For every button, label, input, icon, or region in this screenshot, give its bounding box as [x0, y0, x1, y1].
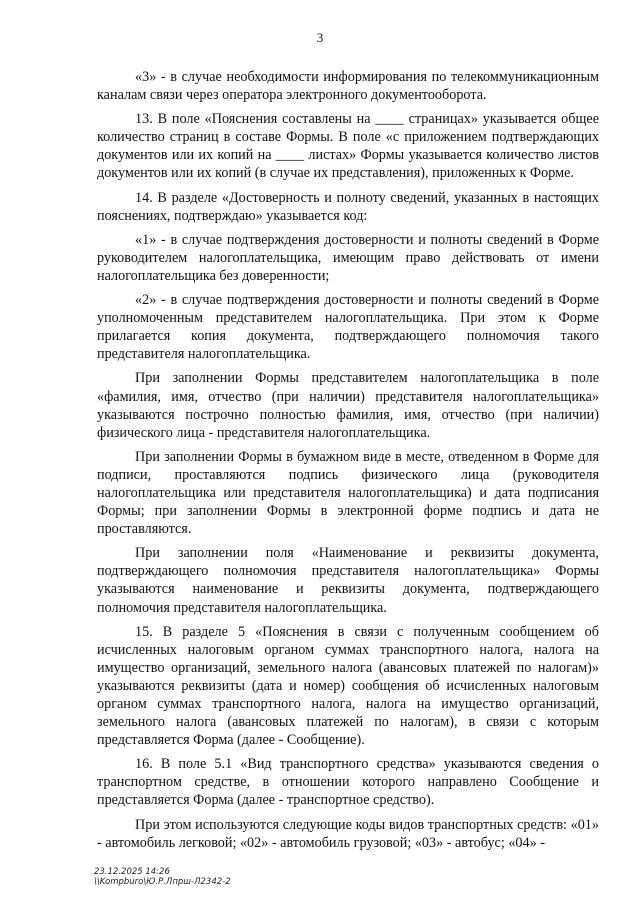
document-body: [97, 68, 599, 858]
footer-path: \\Kompburo\Ю.Р.Лпрш-Л2342-2: [94, 877, 231, 887]
page-number: 3: [316, 30, 324, 45]
paragraph-code-2: «2» - в случае подтверждения достоверности и полноты сведений в Форме уполномоченным представителем налогоплательщика. При этом к Форме прилагается копия документа, подтверждающего полномочия такого представителя налогоплательщика.: [97, 292, 599, 363]
paragraph-16: 16. В поле 5.1 «Вид транспортного средства» указываются сведения о транспортном средстве, в отношении которого направлено Сообщение и представляется Форма (далее - транспортное средство).: [97, 756, 599, 809]
paragraph-code-3: «3» - в случае необходимости информирования по телекоммуникационным каналам связи через оператора электронного документооборота.: [97, 69, 599, 104]
paragraph-15: 15. В разделе 5 «Пояснения в связи с полученным сообщением об исчисленных налоговым органом суммах транспортного налога, налога на имущество организаций, земельного налога (авансовых платежей по налогам)» указываются реквизиты (дата и номер) сообщения об исчисленных налоговым органом суммах транспортного налога, налога на имущество организаций, земельного налога (авансовых платежей по налогам), в связи с которым представляется Форма (далее - Сообщение).: [97, 623, 599, 749]
paragraph-14: 14. В разделе «Достоверность и полноту сведений, указанных в настоящих пояснениях, подтверждаю» указывается код:: [97, 189, 599, 224]
paragraph-signature: При заполнении Формы в бумажном виде в месте, отведенном в Форме для подписи, проставляются подпись физического лица (руководителя налогоплательщика или представителя налогоплательщика) и дата подписания Формы; при заполнении Формы в электронной форме подпись и дата не проставляются.: [97, 448, 599, 538]
paragraph-13: 13. В поле «Пояснения составлены на ____ страницах» указывается общее количество страниц в составе Формы. В поле «с приложением подтверждающих документов или их копий на ____ листах» Формы указывается количество листов документов или их копий (в случае их представления), приложенных к Форме.: [97, 111, 599, 182]
paragraph-vehicle-codes: При этом используются следующие коды видов транспортных средств: «01» - автомобиль легковой; «02» - автомобиль грузовой; «03» - автобус; «04» -: [97, 816, 599, 851]
paragraph-representative-name: При заполнении Формы представителем налогоплательщика в поле «фамилия, имя, отчество (при наличии) представителя налогоплательщика» указываются построчно полностью фамилия, имя, отчество (при наличии) физического лица - представителя налогоплательщика.: [97, 370, 599, 441]
paragraph-code-1: «1» - в случае подтверждения достоверности и полноты сведений в Форме руководителем налогоплательщика, имеющим право действовать от имени налогоплательщика без доверенности;: [97, 231, 599, 284]
footer-stamp: [94, 867, 231, 887]
footer-date: 23.12.2025 14:26: [94, 867, 170, 877]
paragraph-authority-document: При заполнении поля «Наименование и реквизиты документа, подтверждающего полномочия представителя налогоплательщика» Формы указываются наименование и реквизиты документа, подтверждающего полномочия представителя налогоплательщика.: [97, 545, 599, 616]
